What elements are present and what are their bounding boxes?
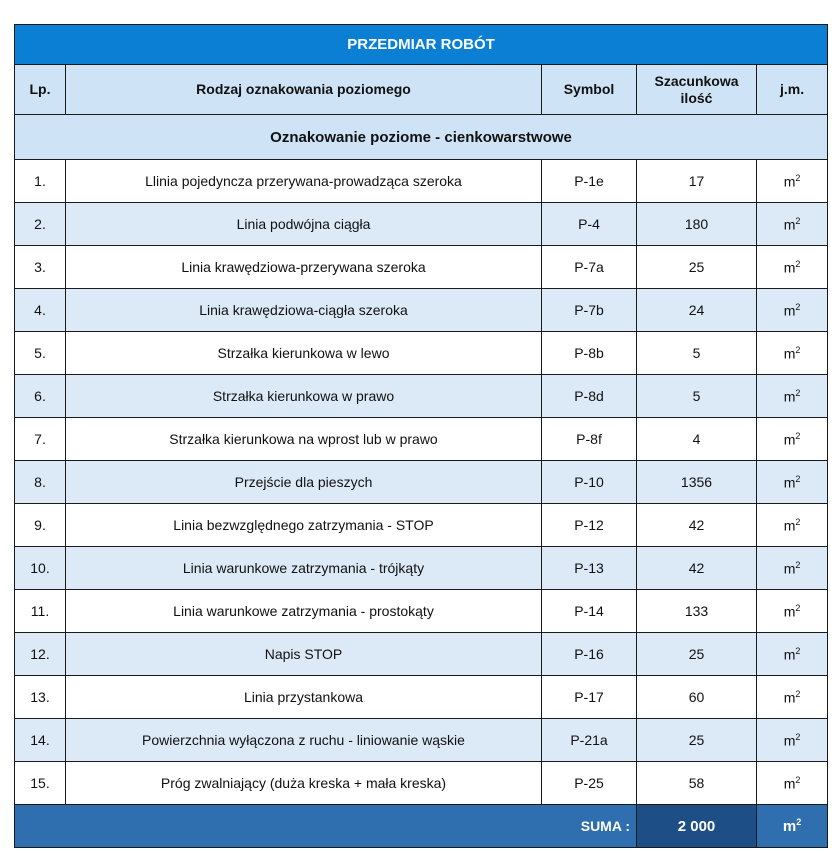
cell-type: Linia przystankowa bbox=[66, 676, 542, 719]
header-lp: Lp. bbox=[15, 65, 66, 115]
sum-value: 2 000 bbox=[637, 805, 757, 848]
cell-lp: 10. bbox=[15, 547, 66, 590]
cell-symbol: P-8f bbox=[542, 418, 637, 461]
unit-exponent: 2 bbox=[795, 172, 801, 183]
cell-lp: 3. bbox=[15, 246, 66, 289]
cell-symbol: P-25 bbox=[542, 762, 637, 805]
cell-type: Napis STOP bbox=[66, 633, 542, 676]
cell-unit bbox=[757, 504, 828, 547]
sum-unit bbox=[757, 805, 828, 848]
cell-type: Linia warunkowe zatrzymania - trójkąty bbox=[66, 547, 542, 590]
table-row bbox=[15, 590, 828, 633]
unit-exponent: 2 bbox=[796, 817, 802, 827]
cell-type: Strzałka kierunkowa na wprost lub w prawo bbox=[66, 418, 542, 461]
cell-type: Llinia pojedyncza przerywana-prowadząca szeroka bbox=[66, 160, 542, 203]
cell-symbol: P-16 bbox=[542, 633, 637, 676]
unit-exponent: 2 bbox=[795, 301, 801, 312]
cell-unit bbox=[757, 418, 828, 461]
cell-quantity: 25 bbox=[637, 719, 757, 762]
unit-exponent: 2 bbox=[795, 688, 801, 699]
cell-lp: 13. bbox=[15, 676, 66, 719]
unit-base: m bbox=[783, 345, 796, 362]
cell-quantity: 133 bbox=[637, 590, 757, 633]
cell-lp: 15. bbox=[15, 762, 66, 805]
unit-exponent: 2 bbox=[795, 387, 801, 398]
cell-lp: 7. bbox=[15, 418, 66, 461]
cell-unit bbox=[757, 203, 828, 246]
quantities-table bbox=[14, 24, 828, 848]
unit-base: m bbox=[783, 732, 796, 749]
unit-base: m bbox=[783, 173, 796, 190]
unit-exponent: 2 bbox=[795, 344, 801, 355]
unit-base: m bbox=[783, 302, 796, 319]
cell-quantity: 25 bbox=[637, 246, 757, 289]
cell-symbol: P-8d bbox=[542, 375, 637, 418]
header-row bbox=[15, 65, 828, 115]
cell-symbol: P-7b bbox=[542, 289, 637, 332]
sum-row bbox=[15, 805, 828, 848]
cell-quantity: 24 bbox=[637, 289, 757, 332]
unit-base: m bbox=[783, 474, 796, 491]
unit-base: m bbox=[783, 603, 796, 620]
cell-type: Linia krawędziowa-przerywana szeroka bbox=[66, 246, 542, 289]
unit-base: m bbox=[783, 216, 796, 233]
unit-base: m bbox=[783, 689, 796, 706]
cell-symbol: P-7a bbox=[542, 246, 637, 289]
table-row bbox=[15, 203, 828, 246]
unit-exponent: 2 bbox=[795, 258, 801, 269]
unit-base: m bbox=[783, 259, 796, 276]
cell-unit bbox=[757, 289, 828, 332]
table-row bbox=[15, 160, 828, 203]
cell-quantity: 42 bbox=[637, 547, 757, 590]
cell-quantity: 42 bbox=[637, 504, 757, 547]
cell-quantity: 1356 bbox=[637, 461, 757, 504]
cell-symbol: P-1e bbox=[542, 160, 637, 203]
cell-unit bbox=[757, 719, 828, 762]
unit-base: m bbox=[783, 775, 796, 792]
table-row bbox=[15, 762, 828, 805]
cell-symbol: P-8b bbox=[542, 332, 637, 375]
cell-lp: 11. bbox=[15, 590, 66, 633]
section-row bbox=[15, 115, 828, 160]
cell-lp: 4. bbox=[15, 289, 66, 332]
cell-type: Strzałka kierunkowa w lewo bbox=[66, 332, 542, 375]
cell-lp: 2. bbox=[15, 203, 66, 246]
header-symbol: Symbol bbox=[542, 65, 637, 115]
cell-unit bbox=[757, 762, 828, 805]
cell-symbol: P-21a bbox=[542, 719, 637, 762]
cell-quantity: 58 bbox=[637, 762, 757, 805]
cell-type: Linia krawędziowa-ciągła szeroka bbox=[66, 289, 542, 332]
unit-base: m bbox=[782, 818, 797, 835]
table-row bbox=[15, 332, 828, 375]
table-row bbox=[15, 719, 828, 762]
table-row bbox=[15, 418, 828, 461]
cell-symbol: P-10 bbox=[542, 461, 637, 504]
cell-unit bbox=[757, 375, 828, 418]
cell-type: Strzałka kierunkowa w prawo bbox=[66, 375, 542, 418]
cell-unit bbox=[757, 246, 828, 289]
sum-label: SUMA : bbox=[15, 805, 637, 848]
unit-exponent: 2 bbox=[795, 602, 801, 613]
unit-exponent: 2 bbox=[795, 645, 801, 656]
unit-base: m bbox=[783, 388, 796, 405]
table-row bbox=[15, 375, 828, 418]
cell-symbol: P-4 bbox=[542, 203, 637, 246]
header-quantity-line2: ilość bbox=[680, 89, 713, 106]
cell-symbol: P-12 bbox=[542, 504, 637, 547]
cell-quantity: 25 bbox=[637, 633, 757, 676]
table-row bbox=[15, 504, 828, 547]
cell-unit bbox=[757, 633, 828, 676]
cell-quantity: 4 bbox=[637, 418, 757, 461]
unit-exponent: 2 bbox=[795, 473, 801, 484]
cell-unit bbox=[757, 547, 828, 590]
unit-base: m bbox=[783, 431, 796, 448]
cell-symbol: P-14 bbox=[542, 590, 637, 633]
cell-type: Przejście dla pieszych bbox=[66, 461, 542, 504]
cell-lp: 5. bbox=[15, 332, 66, 375]
cell-lp: 14. bbox=[15, 719, 66, 762]
table-title-row bbox=[15, 25, 828, 65]
cell-lp: 9. bbox=[15, 504, 66, 547]
table-row bbox=[15, 289, 828, 332]
cell-unit bbox=[757, 332, 828, 375]
header-quantity bbox=[637, 65, 757, 115]
section-title: Oznakowanie poziome - cienkowarstwowe bbox=[15, 115, 828, 160]
unit-exponent: 2 bbox=[795, 559, 801, 570]
unit-base: m bbox=[783, 646, 796, 663]
header-unit: j.m. bbox=[757, 65, 828, 115]
unit-exponent: 2 bbox=[795, 516, 801, 527]
cell-lp: 12. bbox=[15, 633, 66, 676]
cell-type: Linia warunkowe zatrzymania - prostokąty bbox=[66, 590, 542, 633]
cell-lp: 6. bbox=[15, 375, 66, 418]
cell-quantity: 60 bbox=[637, 676, 757, 719]
cell-lp: 8. bbox=[15, 461, 66, 504]
cell-lp: 1. bbox=[15, 160, 66, 203]
cell-type: Próg zwalniający (duża kreska + mała kreska) bbox=[66, 762, 542, 805]
cell-unit bbox=[757, 160, 828, 203]
cell-quantity: 17 bbox=[637, 160, 757, 203]
table-row bbox=[15, 246, 828, 289]
cell-symbol: P-13 bbox=[542, 547, 637, 590]
cell-quantity: 5 bbox=[637, 332, 757, 375]
bill-of-quantities bbox=[14, 24, 827, 848]
header-type: Rodzaj oznakowania poziomego bbox=[66, 65, 542, 115]
cell-unit bbox=[757, 461, 828, 504]
cell-type: Linia podwójna ciągła bbox=[66, 203, 542, 246]
cell-type: Linia bezwzględnego zatrzymania - STOP bbox=[66, 504, 542, 547]
unit-exponent: 2 bbox=[795, 430, 801, 441]
cell-unit bbox=[757, 676, 828, 719]
unit-exponent: 2 bbox=[795, 731, 801, 742]
cell-quantity: 180 bbox=[637, 203, 757, 246]
header-quantity-line1: Szacunkowa bbox=[654, 72, 739, 89]
table-title: PRZEDMIAR ROBÓT bbox=[15, 25, 828, 65]
unit-exponent: 2 bbox=[795, 774, 801, 785]
unit-exponent: 2 bbox=[795, 215, 801, 226]
cell-unit bbox=[757, 590, 828, 633]
cell-type: Powierzchnia wyłączona z ruchu - liniowanie wąskie bbox=[66, 719, 542, 762]
table-row bbox=[15, 547, 828, 590]
unit-base: m bbox=[783, 560, 796, 577]
table-row bbox=[15, 461, 828, 504]
table-row bbox=[15, 676, 828, 719]
cell-symbol: P-17 bbox=[542, 676, 637, 719]
unit-base: m bbox=[783, 517, 796, 534]
cell-quantity: 5 bbox=[637, 375, 757, 418]
table-row bbox=[15, 633, 828, 676]
